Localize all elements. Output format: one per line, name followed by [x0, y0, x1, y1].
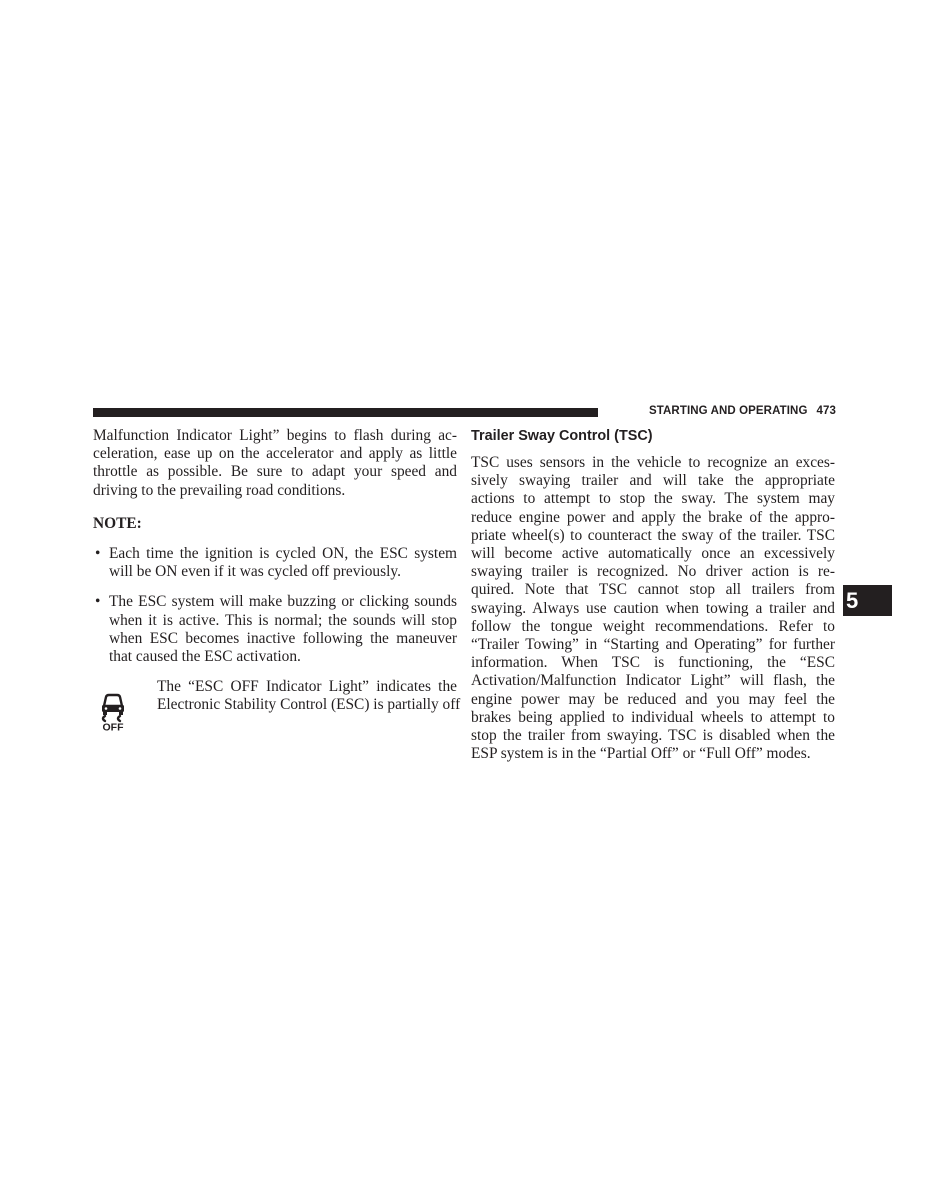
text-line: that caused the ESC activation.: [109, 648, 301, 666]
bullet-marker: •: [95, 593, 101, 611]
text-line: engine power may be reduced and you may feel the: [471, 690, 835, 708]
text-line: The ESC system will make buzzing or clicking sounds: [109, 593, 457, 611]
text-line: actions to attempt to stop the sway. The system may: [471, 490, 835, 508]
text-line: follow the tongue weight recommendations. Refer to: [471, 617, 835, 635]
text-line: brakes being applied to individual wheels to attempt to: [471, 708, 835, 726]
section-heading: Trailer Sway Control (TSC): [471, 428, 653, 444]
intro-paragraph: [93, 427, 457, 500]
note-heading: NOTE:: [93, 514, 142, 532]
list-item: [93, 545, 457, 581]
text-line: ESP system is in the “Partial Off” or “Full Off” modes.: [471, 745, 811, 763]
text-line: celeration, ease up on the accelerator and apply as little: [93, 445, 457, 463]
bullet-marker: •: [95, 545, 101, 563]
tsc-paragraph: [471, 454, 835, 763]
text-line: will be ON even if it was cycled off previously.: [109, 563, 401, 581]
text-line: swaying trailer is recognized. No driver action is re-: [471, 563, 835, 581]
text-line: driving to the prevailing road conditions.: [93, 481, 346, 499]
text-line: The “ESC OFF Indicator Light” indicates the: [157, 678, 457, 696]
text-line: priate wheel(s) to counteract the sway of the trailer. TSC: [471, 526, 835, 544]
right-column: [471, 427, 835, 763]
text-line: throttle as possible. Be sure to adapt your speed and: [93, 463, 457, 481]
left-column: [93, 427, 461, 733]
text-line: Electronic Stability Control (ESC) is partially off: [157, 696, 461, 714]
text-line: TSC uses sensors in the vehicle to recognize an exces-: [471, 454, 835, 471]
text-line: information. When TSC is functioning, the “ESC: [471, 654, 835, 672]
page-number: 473: [816, 405, 836, 417]
esc-off-icon-text: OFF: [102, 721, 124, 733]
text-line: Activation/Malfunction Indicator Light” will flash, the: [471, 672, 835, 690]
text-line: Each time the ignition is cycled ON, the ESC system: [109, 545, 457, 563]
text-line: swaying. Always use caution when towing a trailer and: [471, 599, 835, 617]
text-line: reduce engine power and apply the brake of the appro-: [471, 508, 835, 526]
chapter-tab: 5: [843, 585, 892, 616]
text-line: will become active automatically once an excessively: [471, 545, 835, 563]
text-line: when ESC becomes inactive following the maneuver: [109, 629, 457, 647]
esc-off-indicator-paragraph: [93, 678, 461, 733]
running-header: [606, 405, 836, 417]
text-line: Malfunction Indicator Light” begins to flash during ac-: [93, 427, 457, 444]
section-title: STARTING AND OPERATING: [648, 405, 808, 417]
esc-off-icon: [93, 686, 133, 732]
text-line: “Trailer Towing” in “Starting and Operating” for further: [471, 636, 835, 654]
text-line: when it is active. This is normal; the sounds will stop: [109, 611, 457, 629]
text-line: stop the trailer from swaying. TSC is disabled when the: [471, 727, 835, 745]
text-line: quired. Note that TSC cannot stop all trailers from: [471, 581, 835, 599]
list-item: [93, 593, 457, 666]
text-line: sively swaying trailer and will take the appropriate: [471, 472, 835, 490]
header-rule: [93, 408, 598, 417]
